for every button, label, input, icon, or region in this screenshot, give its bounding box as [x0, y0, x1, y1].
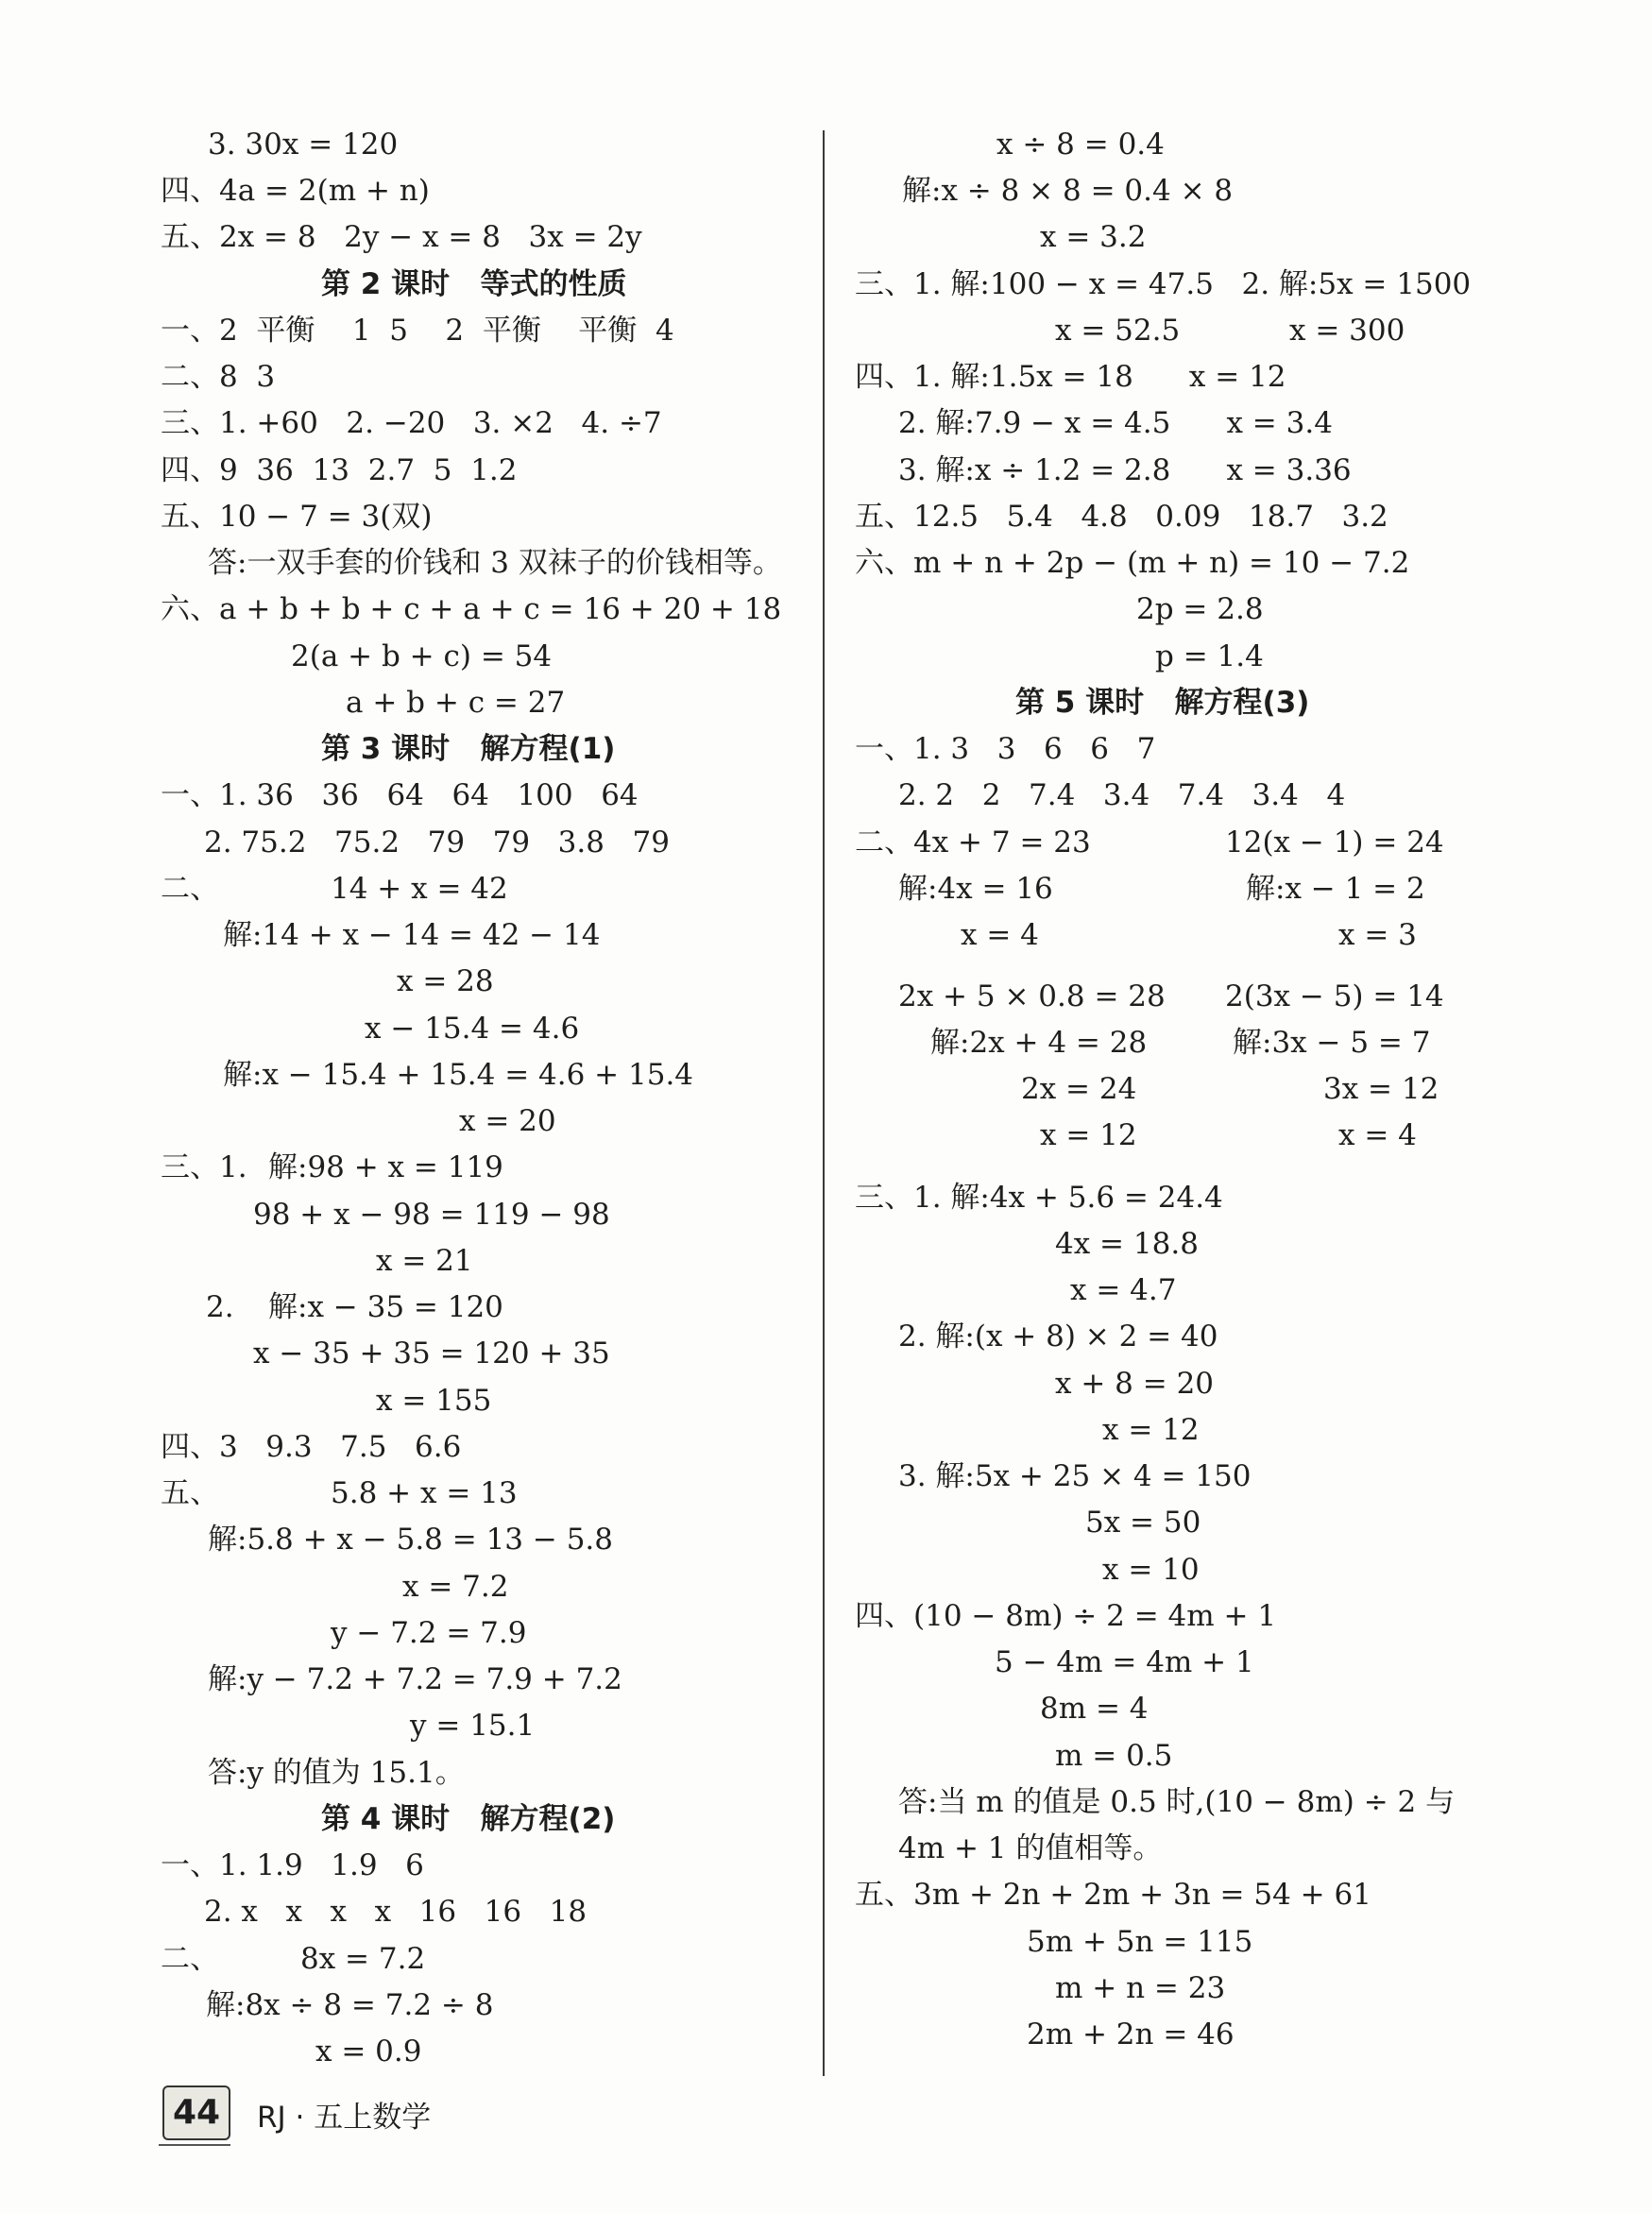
answer-line: 2. 2 2 7.4 3.4 7.4 3.4 4: [898, 778, 1346, 812]
answer-line: 2(a + b + c) = 54: [291, 639, 553, 673]
page-number: 44: [162, 2085, 230, 2140]
equation: x = 52.5: [1055, 314, 1181, 348]
equation: 8m = 4: [1040, 1692, 1149, 1726]
equation: p = 1.4: [1155, 639, 1264, 673]
answer-line: 三、1. +60 2. −20 3. ×2 4. ÷7: [161, 406, 662, 440]
equation: 解:5.8 + x − 5.8 = 13 − 5.8: [208, 1523, 614, 1557]
equation: 2x = 24: [1021, 1072, 1137, 1106]
answer-line: 五、2x = 8 2y − x = 8 3x = 2y: [161, 220, 642, 254]
equation: 4x = 18.8: [1055, 1227, 1199, 1261]
answer-line: 五、12.5 5.4 4.8 0.09 18.7 3.2: [855, 500, 1388, 534]
lesson-heading: 第 4 课时 解方程(2): [321, 1802, 616, 1836]
equation: 二、4x + 7 = 23: [855, 826, 1091, 860]
equation: 解:x − 35 = 120: [268, 1290, 503, 1324]
answer-sentence: 答:一双手套的价钱和 3 双袜子的价钱相等。: [208, 546, 782, 580]
equation: x − 35 + 35 = 120 + 35: [253, 1336, 610, 1370]
equation: x = 28: [397, 964, 494, 998]
lesson-heading: 第 3 课时 解方程(1): [321, 732, 616, 766]
answer-line: 六、m + n + 2p − (m + n) = 10 − 7.2: [855, 546, 1410, 580]
answer-line: 2. 解:(x + 8) × 2 = 40: [898, 1319, 1218, 1353]
answer-line: 2. 解:7.9 − x = 4.5 x = 3.4: [898, 406, 1333, 440]
equation: x = 0.9: [315, 2034, 422, 2068]
answer-line: 一、2 平衡 1 5 2 平衡 平衡 4: [161, 314, 674, 348]
answer-line: 一、1. 36 36 64 64 100 64: [161, 778, 639, 812]
answer-sentence: 4m + 1 的值相等。: [898, 1831, 1163, 1865]
equation: 14 + x = 42: [331, 872, 508, 906]
answer-line: 3. 解:x ÷ 1.2 = 2.8 x = 3.36: [898, 453, 1352, 487]
equation: 8x = 7.2: [300, 1942, 426, 1976]
equation: m + n = 23: [1055, 1971, 1226, 2005]
equation: 解:14 + x − 14 = 42 − 14: [223, 918, 601, 952]
equation: 解:98 + x = 119: [268, 1150, 503, 1184]
equation: 解:x ÷ 8 × 8 = 0.4 × 8: [902, 174, 1234, 208]
answer-line: 二、8 3: [161, 360, 276, 394]
answer-line: 四、1. 解:1.5x = 18 x = 12: [855, 360, 1286, 394]
book-label: RJ · 五上数学: [257, 2101, 432, 2135]
equation: 12(x − 1) = 24: [1225, 826, 1444, 860]
answer-sentence: 答:当 m 的值是 0.5 时,(10 − 8m) ÷ 2 与: [898, 1785, 1456, 1819]
lesson-heading: 第 2 课时 等式的性质: [321, 267, 627, 301]
answer-line: 五、10 − 7 = 3(双): [161, 500, 433, 534]
section-label: 二、: [161, 872, 219, 906]
answer-line: 一、1. 1.9 1.9 6: [161, 1848, 424, 1882]
answer-line: 四、3 9.3 7.5 6.6: [161, 1430, 462, 1464]
answer-line: 一、1. 3 3 6 6 7: [855, 732, 1156, 766]
answer-line: 五、3m + 2n + 2m + 3n = 54 + 61: [855, 1878, 1371, 1912]
equation: 2p = 2.8: [1136, 592, 1264, 626]
answer-sentence: 答:y 的值为 15.1。: [208, 1756, 465, 1790]
lesson-heading: 第 5 课时 解方程(3): [1015, 686, 1310, 720]
equation: 2(3x − 5) = 14: [1225, 979, 1444, 1013]
equation: 98 + x − 98 = 119 − 98: [253, 1198, 610, 1232]
section-label: 2.: [206, 1290, 234, 1324]
equation: x = 4: [961, 918, 1039, 952]
equation: x − 15.4 = 4.6: [365, 1012, 580, 1046]
equation: 解:2x + 4 = 28: [930, 1026, 1148, 1060]
equation: 解:y − 7.2 + 7.2 = 7.9 + 7.2: [208, 1662, 622, 1696]
equation: y − 7.2 = 7.9: [331, 1616, 527, 1650]
equation: 解:x − 15.4 + 15.4 = 4.6 + 15.4: [223, 1058, 694, 1092]
answer-line: 3. 30x = 120: [208, 128, 399, 162]
equation: y = 15.1: [410, 1709, 536, 1743]
answer-line: 2. x x x x 16 16 18: [204, 1895, 588, 1929]
equation: m = 0.5: [1055, 1739, 1173, 1773]
equation: 5m + 5n = 115: [1027, 1925, 1253, 1959]
section-label: 三、1.: [161, 1150, 247, 1184]
equation: 2m + 2n = 46: [1027, 2017, 1235, 2051]
equation: x = 155: [376, 1384, 492, 1418]
equation: 解:8x ÷ 8 = 7.2 ÷ 8: [206, 1988, 494, 2022]
answer-line: 3. 解:5x + 25 × 4 = 150: [898, 1459, 1252, 1493]
answer-line: 三、1. 解:4x + 5.6 = 24.4: [855, 1181, 1223, 1215]
answer-line: 四、(10 − 8m) ÷ 2 = 4m + 1: [855, 1599, 1277, 1633]
equation: 5x = 50: [1085, 1506, 1201, 1540]
equation: x = 7.2: [402, 1570, 509, 1604]
equation: 5.8 + x = 13: [331, 1476, 518, 1510]
answer-line: 三、1. 解:100 − x = 47.5 2. 解:5x = 1500: [855, 267, 1472, 301]
equation: x = 4.7: [1070, 1273, 1177, 1307]
equation: x = 3.2: [1040, 220, 1147, 254]
answer-line: 四、9 36 13 2.7 5 1.2: [161, 453, 518, 487]
equation: 3x = 12: [1323, 1072, 1439, 1106]
equation: x = 20: [459, 1104, 556, 1138]
section-label: 五、: [161, 1476, 219, 1510]
equation: x = 300: [1289, 314, 1405, 348]
equation: 5 − 4m = 4m + 1: [995, 1645, 1254, 1679]
answer-line: 四、4a = 2(m + n): [161, 174, 430, 208]
answer-line: 六、a + b + b + c + a + c = 16 + 20 + 18: [161, 592, 782, 626]
answer-line: a + b + c = 27: [346, 686, 566, 720]
equation: 解:3x − 5 = 7: [1233, 1026, 1431, 1060]
equation: x = 3: [1338, 918, 1417, 952]
equation: x = 4: [1338, 1118, 1417, 1152]
section-label: 二、: [161, 1942, 219, 1976]
equation: x ÷ 8 = 0.4: [996, 128, 1165, 162]
equation: x = 12: [1040, 1118, 1137, 1152]
column-divider: [823, 130, 825, 2076]
equation: 2x + 5 × 0.8 = 28: [898, 979, 1166, 1013]
answer-line: 2. 75.2 75.2 79 79 3.8 79: [204, 826, 670, 860]
equation: 解:4x = 16: [898, 872, 1053, 906]
equation: x = 21: [376, 1244, 473, 1278]
equation: x = 10: [1102, 1553, 1200, 1587]
equation: x + 8 = 20: [1055, 1367, 1215, 1401]
equation: 解:x − 1 = 2: [1246, 872, 1425, 906]
equation: x = 12: [1102, 1413, 1200, 1447]
